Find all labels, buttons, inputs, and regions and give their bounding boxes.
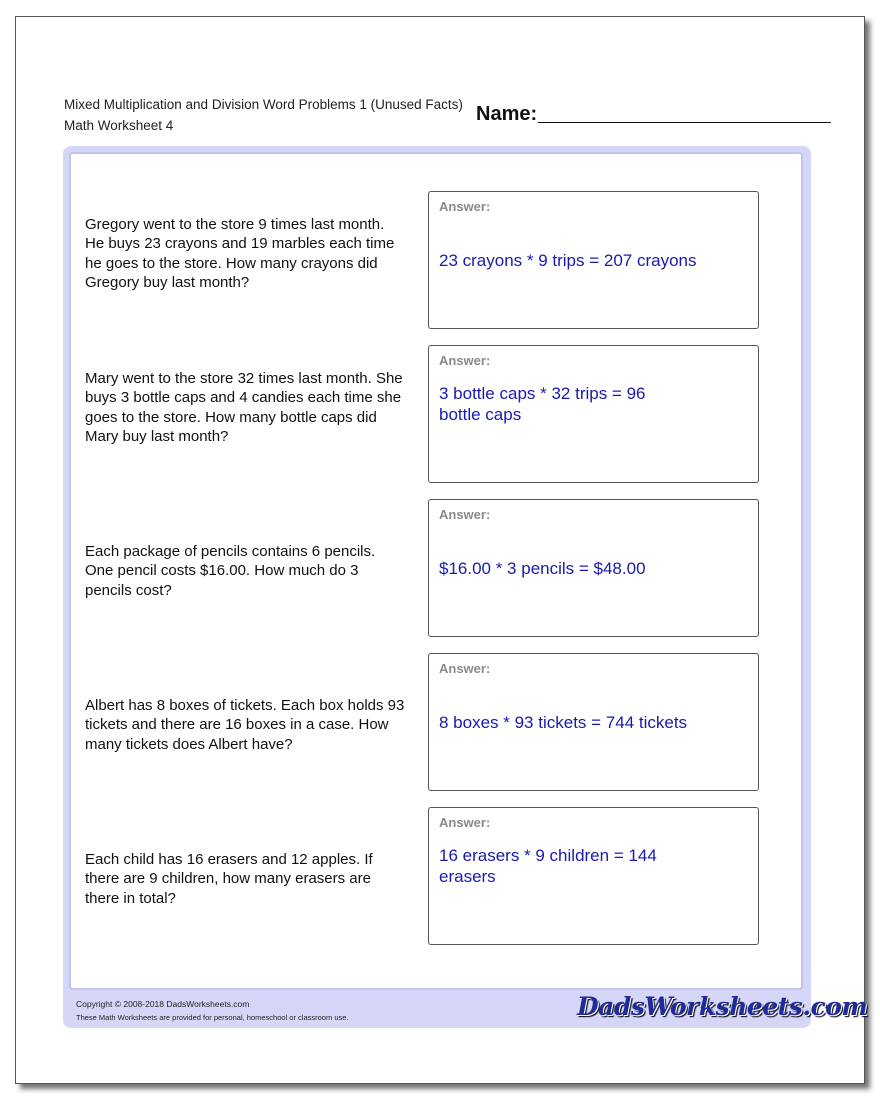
answer-4-text: 8 boxes * 93 tickets = 744 tickets bbox=[439, 713, 688, 732]
worksheet-title: Mixed Multiplication and Division Word Problems 1 (Unused Facts) bbox=[64, 97, 463, 112]
problem-4-text: Albert has 8 boxes of tickets. Each box holds 93 tickets and there are 16 boxes in a case. How many tickets does Albert have? bbox=[85, 697, 405, 753]
usage-note: These Math Worksheets are provided for personal, homeschool or classroom use. bbox=[76, 1013, 349, 1022]
problem-3-text: Each package of pencils contains 6 pencils. One pencil costs $16.00. How much do 3 pencils cost? bbox=[85, 543, 376, 599]
answer-2-text: 3 bottle caps * 32 trips = 96 bottle caps bbox=[439, 384, 646, 424]
answer-label: Answer: bbox=[439, 199, 491, 214]
answer-box-2 bbox=[428, 345, 759, 483]
answer-label: Answer: bbox=[439, 353, 491, 368]
name-underline bbox=[538, 122, 831, 123]
name-label: Name: bbox=[476, 103, 538, 125]
answer-label: Answer: bbox=[439, 815, 491, 830]
problem-5-text: Each child has 16 erasers and 12 apples. If there are 9 children, how many erasers are there in total? bbox=[85, 851, 373, 907]
copyright-text: Copyright © 2008-2018 DadsWorksheets.com bbox=[76, 999, 250, 1009]
answer-box-5 bbox=[428, 807, 759, 945]
dadsworksheets-logo: DadsWorksheets.com bbox=[577, 992, 868, 1021]
answer-box-4 bbox=[428, 653, 759, 791]
answer-box-3 bbox=[428, 499, 759, 637]
problem-2-text: Mary went to the store 32 times last month. She buys 3 bottle caps and 4 candies each time she goes to the store. How many bottle caps did Mary buy last month? bbox=[85, 370, 403, 445]
answer-label: Answer: bbox=[439, 507, 491, 522]
problem-1-text: Gregory went to the store 9 times last month. He buys 23 crayons and 19 marbles each time he goes to the store. How many crayons did Gregory buy last month? bbox=[85, 216, 395, 291]
answer-3-text: $16.00 * 3 pencils = $48.00 bbox=[439, 559, 646, 578]
answer-label: Answer: bbox=[439, 661, 491, 676]
worksheet-subtitle: Math Worksheet 4 bbox=[64, 118, 174, 133]
answer-1-text: 23 crayons * 9 trips = 207 crayons bbox=[439, 251, 697, 270]
answer-box-1 bbox=[428, 191, 759, 329]
answer-5-text: 16 erasers * 9 children = 144 erasers bbox=[439, 846, 657, 886]
